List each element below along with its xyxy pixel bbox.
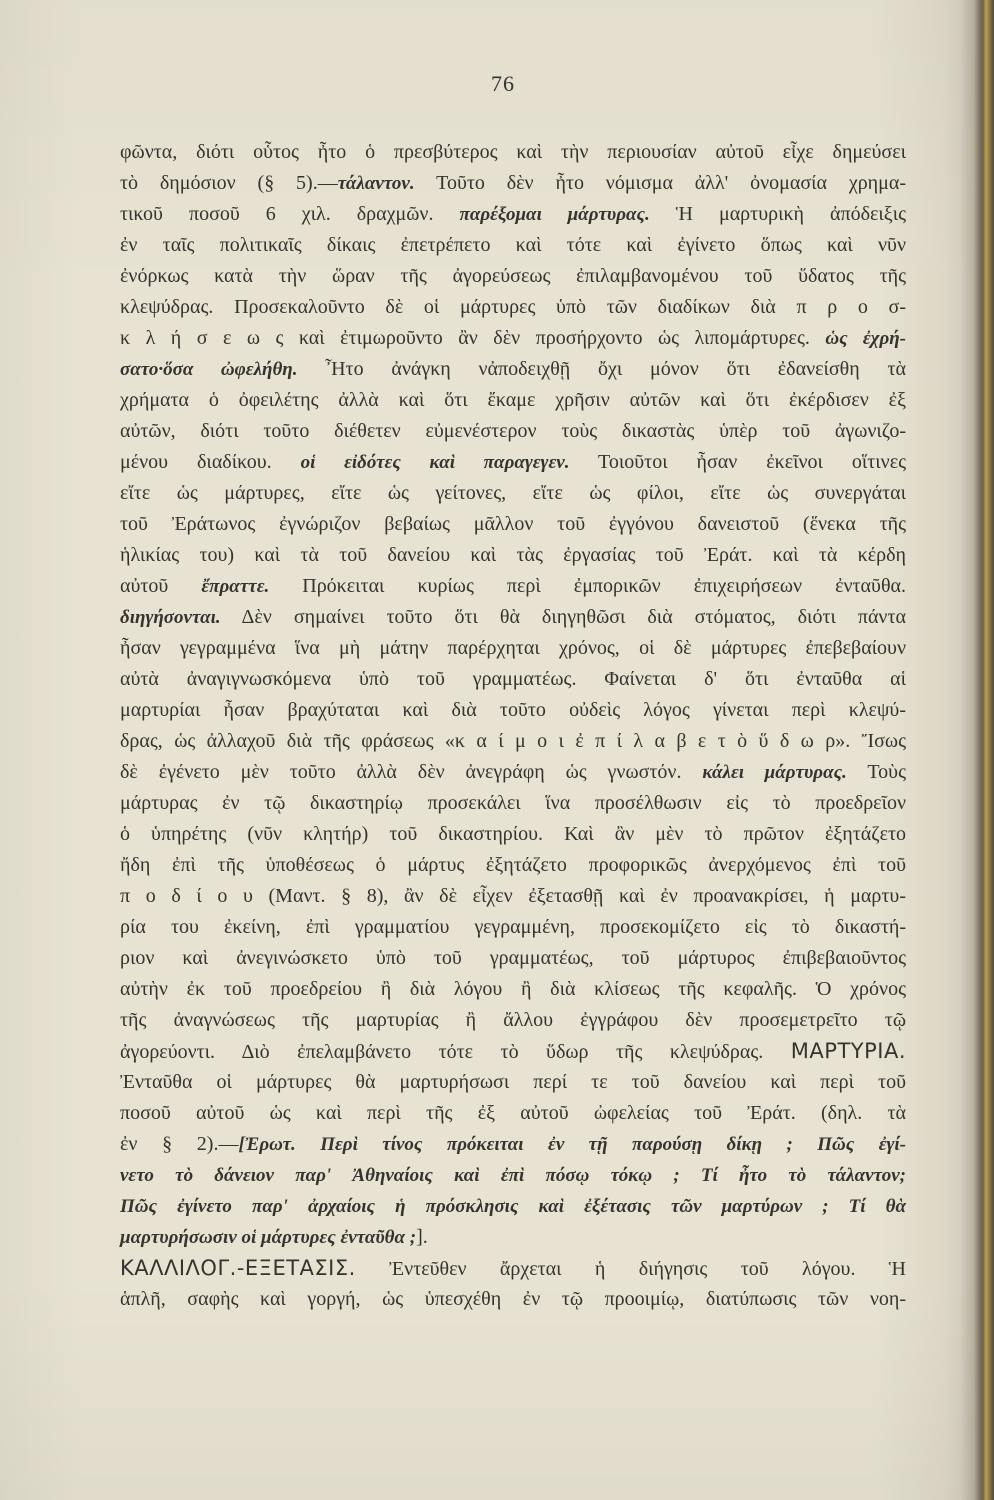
body-text: κλεψύδρας. Προσεκαλοῦντο δὲ οἱ μάρτυρες ὑπὸ τῶν διαδίκων διὰ π ρ ο σ- [120,296,906,318]
text-line [120,1253,906,1284]
text-line [120,509,906,540]
text-line [120,199,906,230]
text-line-content [120,292,906,323]
body-text: δὲ ἐγένετο μὲν τοῦτο ἀλλὰ δὲν ἀνεγράφη ὡς γνωστόν. [120,761,703,783]
text-line [120,974,906,1005]
text-line [120,726,906,757]
body-text: Ἦτο ἀνάγκη νἀποδειχθῇ ὄχι μόνον ὅτι ἐδανείσθη τὰ [297,358,907,380]
emphasized-term: σατο·ὅσα ὠφελήθη. [120,359,298,380]
text-line [120,633,906,664]
body-text: ἐν ταῖς πολιτικαῖς δίκαις ἐπετρέπετο καὶ τότε καὶ ἐγίνετο ὅπως καὶ νῦν [120,234,906,256]
emphasized-term: [Ἐρωτ. Περὶ τίνος πρόκειται ἐν τῇ παρούσῃ δίκῃ ; Πῶς ἐγί- [238,1134,906,1155]
body-text: Τοὺς [846,761,906,783]
text-line [120,540,906,571]
body-text: ὁ ὑπηρέτης (νῦν κλητήρ) τοῦ δικαστηρίου. Καὶ ἂν μὲν τὸ πρῶτον ἐξητάζετο [120,823,906,845]
text-line [120,695,906,726]
text-line [120,850,906,881]
text-line [120,881,906,912]
text-line-content [120,695,906,726]
text-line-content [120,1191,906,1222]
text-line-content [120,1098,906,1129]
body-text: μένου διαδίκου. [120,451,301,473]
text-line [120,1129,906,1160]
emphasized-term: οἱ εἰδότες καὶ παραγεγεν. [300,452,570,473]
body-text: ἁπλῆ, σαφὴς καὶ γοργή, ὡς ὑπεσχέθη ἐν τῷ προοιμίῳ, διατύπωσις τῶν νοη- [120,1288,906,1310]
text-line [120,1284,906,1315]
text-line [120,385,906,416]
text-line-content [120,633,906,664]
body-text: τὸ δημόσιον (§ 5).— [120,172,338,194]
text-line-content [120,912,906,943]
section-heading: ΜΑΡΤΥΡΙΑ. [790,1039,906,1063]
body-text: δρας, ὡς ἀλλαχοῦ διὰ τῆς φράσεως «κ α ί μ ο ι ἐ π ί λ α β ε τ ὸ ὕ δ ω ρ». Ἴσως [120,730,906,752]
text-line-content [120,1222,428,1253]
text-line-content [120,571,906,602]
text-line [120,478,906,509]
body-text: αὐτῶν, διότι τοῦτο διέθετεν εὐμενέστερον τοὺς δικαστὰς ὑπὲρ τοῦ ἀγωνιζο- [120,420,906,442]
emphasized-term: κάλει μάρτυρας. [702,762,847,783]
body-text: Πρόκειται κυρίως περὶ ἐμπορικῶν ἐπιχειρήσεων ἐνταῦθα. [269,575,906,597]
emphasized-term: ὡς ἐχρή- [825,328,906,349]
text-line-content [120,788,906,819]
text-line [120,261,906,292]
text-line [120,664,906,695]
text-line [120,230,906,261]
body-text: ποσοῦ αὐτοῦ ὡς καὶ περὶ τῆς ἐξ αὐτοῦ ὠφελείας τοῦ Ἐράτ. (δηλ. τὰ [120,1102,906,1124]
text-line-content [120,447,906,478]
text-line [120,1005,906,1036]
binding-shadow [960,0,974,1500]
body-text-block [120,137,906,1315]
body-text: αὐτὴν ἐκ τοῦ προεδρείου ἢ διὰ λόγου ἢ διὰ κλίσεως τῆς κεφαλῆς. Ὁ χρόνος [120,978,906,1000]
body-text: τοῦ Ἐράτωνος ἐγνώριζον βεβαίως μᾶλλον τοῦ ἐγγόνου δανειστοῦ (ἕνεκα τῆς [120,513,906,535]
text-line [120,1036,906,1067]
body-text: Ἡ μαρτυρικὴ ἀπόδειξις [649,203,906,225]
text-line-content [120,974,906,1005]
text-line [120,137,906,168]
text-line-content [120,943,906,974]
text-line [120,757,906,788]
text-line-content [120,819,906,850]
body-text: εἴτε ὡς μάρτυρες, εἴτε ὡς γείτονες, εἴτε ὡς φίλοι, εἴτε ὡς συνεργάται [120,482,906,504]
body-text: ριον καὶ ἀνεγινώσκετο ὑπὸ τοῦ γραμματέως, τοῦ μάρτυρος ἐπιβεβαιοῦντος [120,947,906,969]
text-line [120,1067,906,1098]
text-line-content [120,726,906,757]
body-text: τῆς ἀναγνώσεως τῆς μαρτυρίας ἢ ἄλλου ἐγγράφου δὲν προσεμετρεῖτο τῷ [120,1009,906,1031]
emphasized-term: νετο τὸ δάνειον παρ' Ἀθηναίοις καὶ ἐπὶ πόσῳ τόκῳ ; Τί ἦτο τὸ τάλαντον; [120,1165,906,1186]
body-text: ἐν § 2).— [120,1133,239,1155]
body-text: τικοῦ ποσοῦ 6 χιλ. δραχμῶν. [120,203,460,225]
text-line-content [120,385,906,416]
text-line-content [120,1067,906,1098]
text-line-content [120,509,906,540]
text-line-content [120,137,906,168]
text-line [120,323,906,354]
text-line [120,819,906,850]
text-line [120,602,906,633]
text-line-content [120,1129,906,1160]
emphasized-term: μαρτυρήσωσιν οἱ μάρτυρες ἐνταῦθα ; [120,1227,417,1248]
body-text: π ο δ ί ο υ (Μαντ. § 8), ἂν δὲ εἶχεν ἐξετασθῇ καὶ ἐν προανακρίσει, ἡ μαρτυ- [120,885,906,907]
text-line-content [120,757,906,788]
body-text: Τοῦτο δὲν ἦτο νόμισμα ἀλλ' ὀνομασία χρημα- [414,172,907,194]
text-line [120,943,906,974]
emphasized-term: ἔπραττε. [201,576,270,597]
text-line-content [120,416,906,447]
body-text: ἐνόρκως κατὰ τὴν ὥραν τῆς ἀγορεύσεως ἐπιλαμβανομένου τοῦ ὕδατος τῆς [120,265,906,287]
text-line-content [120,1160,906,1191]
text-line-content [120,1036,906,1068]
body-text: αὐτοῦ [120,575,202,597]
text-line [120,912,906,943]
text-line-content [120,261,906,292]
body-text: Δὲν σημαίνει τοῦτο ὅτι θὰ διηγηθῶσι διὰ στόματος, διότι πάντα [220,606,906,628]
body-text: ρία του ἐκείνη, ἐπὶ γραμματίου γεγραμμένη, προσεκομίζετο εἰς τὸ δικαστή- [120,916,906,938]
text-line [120,1160,906,1191]
text-line [120,354,906,385]
text-line [120,416,906,447]
text-line [120,1191,906,1222]
body-text: Ἐνταῦθα οἱ μάρτυρες θὰ μαρτυρήσωσι περί τε τοῦ δανείου καὶ περὶ τοῦ [120,1071,906,1093]
body-text: μάρτυρας ἐν τῷ δικαστηρίῳ προσεκάλει ἵνα προσέλθωσιν εἰς τὸ προεδρεῖον [120,792,906,814]
body-text: χρήματα ὁ ὀφειλέτης ἀλλὰ καὶ ὅτι ἔκαμε χρῆσιν αὐτῶν καὶ ὅτι ἐκέρδισεν ἐξ [120,389,906,411]
body-text: κ λ ή σ ε ω ς καὶ ἐτιμωροῦντο ἂν δὲν προσήρχοντο ὡς λιπομάρτυρες. [120,327,826,349]
text-line-content [120,540,906,571]
text-line-content [120,1253,906,1285]
text-line-content [120,168,906,199]
emphasized-term: διηγήσονται. [120,607,221,628]
text-line [120,788,906,819]
body-text: Τοιοῦτοι ἦσαν ἐκεῖνοι οἵτινες [569,451,907,473]
text-line-content [120,323,906,354]
text-line-content [120,602,906,633]
text-line [120,571,906,602]
text-line-content [120,1005,906,1036]
body-text: αὐτὰ ἀναγιγνωσκόμενα ὑπὸ τοῦ γραμματέως. Φαίνεται δ' ὅτι ἐνταῦθα αἱ [120,668,906,690]
text-line [120,168,906,199]
body-text: ἀγορεύοντι. Διὸ ἐπελαμβάνετο τότε τὸ ὕδωρ τῆς κλεψύδρας. [120,1041,791,1063]
text-line-content [120,230,906,261]
text-line-content [120,1284,906,1315]
body-text: ἡλικίας του) καὶ τὰ τοῦ δανείου καὶ τὰς ἐργασίας τοῦ Ἐράτ. καὶ τὰ κέρδη [120,544,906,566]
text-line [120,292,906,323]
text-line [120,447,906,478]
body-text: φῶντα, διότι οὗτος ἦτο ὁ πρεσβύτερος καὶ τὴν περιουσίαν αὐτοῦ εἶχε δημεύσει [120,141,906,163]
body-text: ἦσαν γεγραμμένα ἵνα μὴ μάτην παρέρχηται χρόνος, οἱ δὲ μάρτυρες ἐπεβεβαίουν [120,637,906,659]
emphasized-term: παρέξομαι μάρτυρας. [459,204,650,225]
text-line [120,1222,906,1253]
text-line-content [120,199,906,230]
body-text: μαρτυρίαι ἦσαν βραχύταται καὶ διὰ τοῦτο οὐδεὶς λόγος γίνεται περὶ κλεψύ- [120,699,906,721]
section-heading: ΚΑΛΛΙΛΟΓ.-ΕΞΕΤΑΣΙΣ. [120,1256,356,1280]
text-line [120,1098,906,1129]
page-number: 76 [491,71,515,96]
text-line-content [120,664,906,695]
body-text: Ἐντεῦθεν ἄρχεται ἡ διήγησις τοῦ λόγου. Ἡ [355,1258,906,1280]
body-text: ]. [416,1226,428,1248]
text-line-content [120,850,906,881]
text-line-content [120,354,906,385]
emphasized-term: τάλαντον. [337,173,415,194]
binding-edge [974,0,994,1500]
body-text: ἤδη ἐπὶ τῆς ὑποθέσεως ὁ μάρτυς ἐξητάζετο προφορικῶς ἀνερχόμενος ἐπὶ τοῦ [120,854,906,876]
text-line-content [120,881,906,912]
emphasized-term: Πῶς ἐγίνετο παρ' ἀρχαίοις ἡ πρόσκλησις καὶ ἐξέτασις τῶν μαρτύρων ; Τί θὰ [120,1196,906,1217]
text-line-content [120,478,906,509]
